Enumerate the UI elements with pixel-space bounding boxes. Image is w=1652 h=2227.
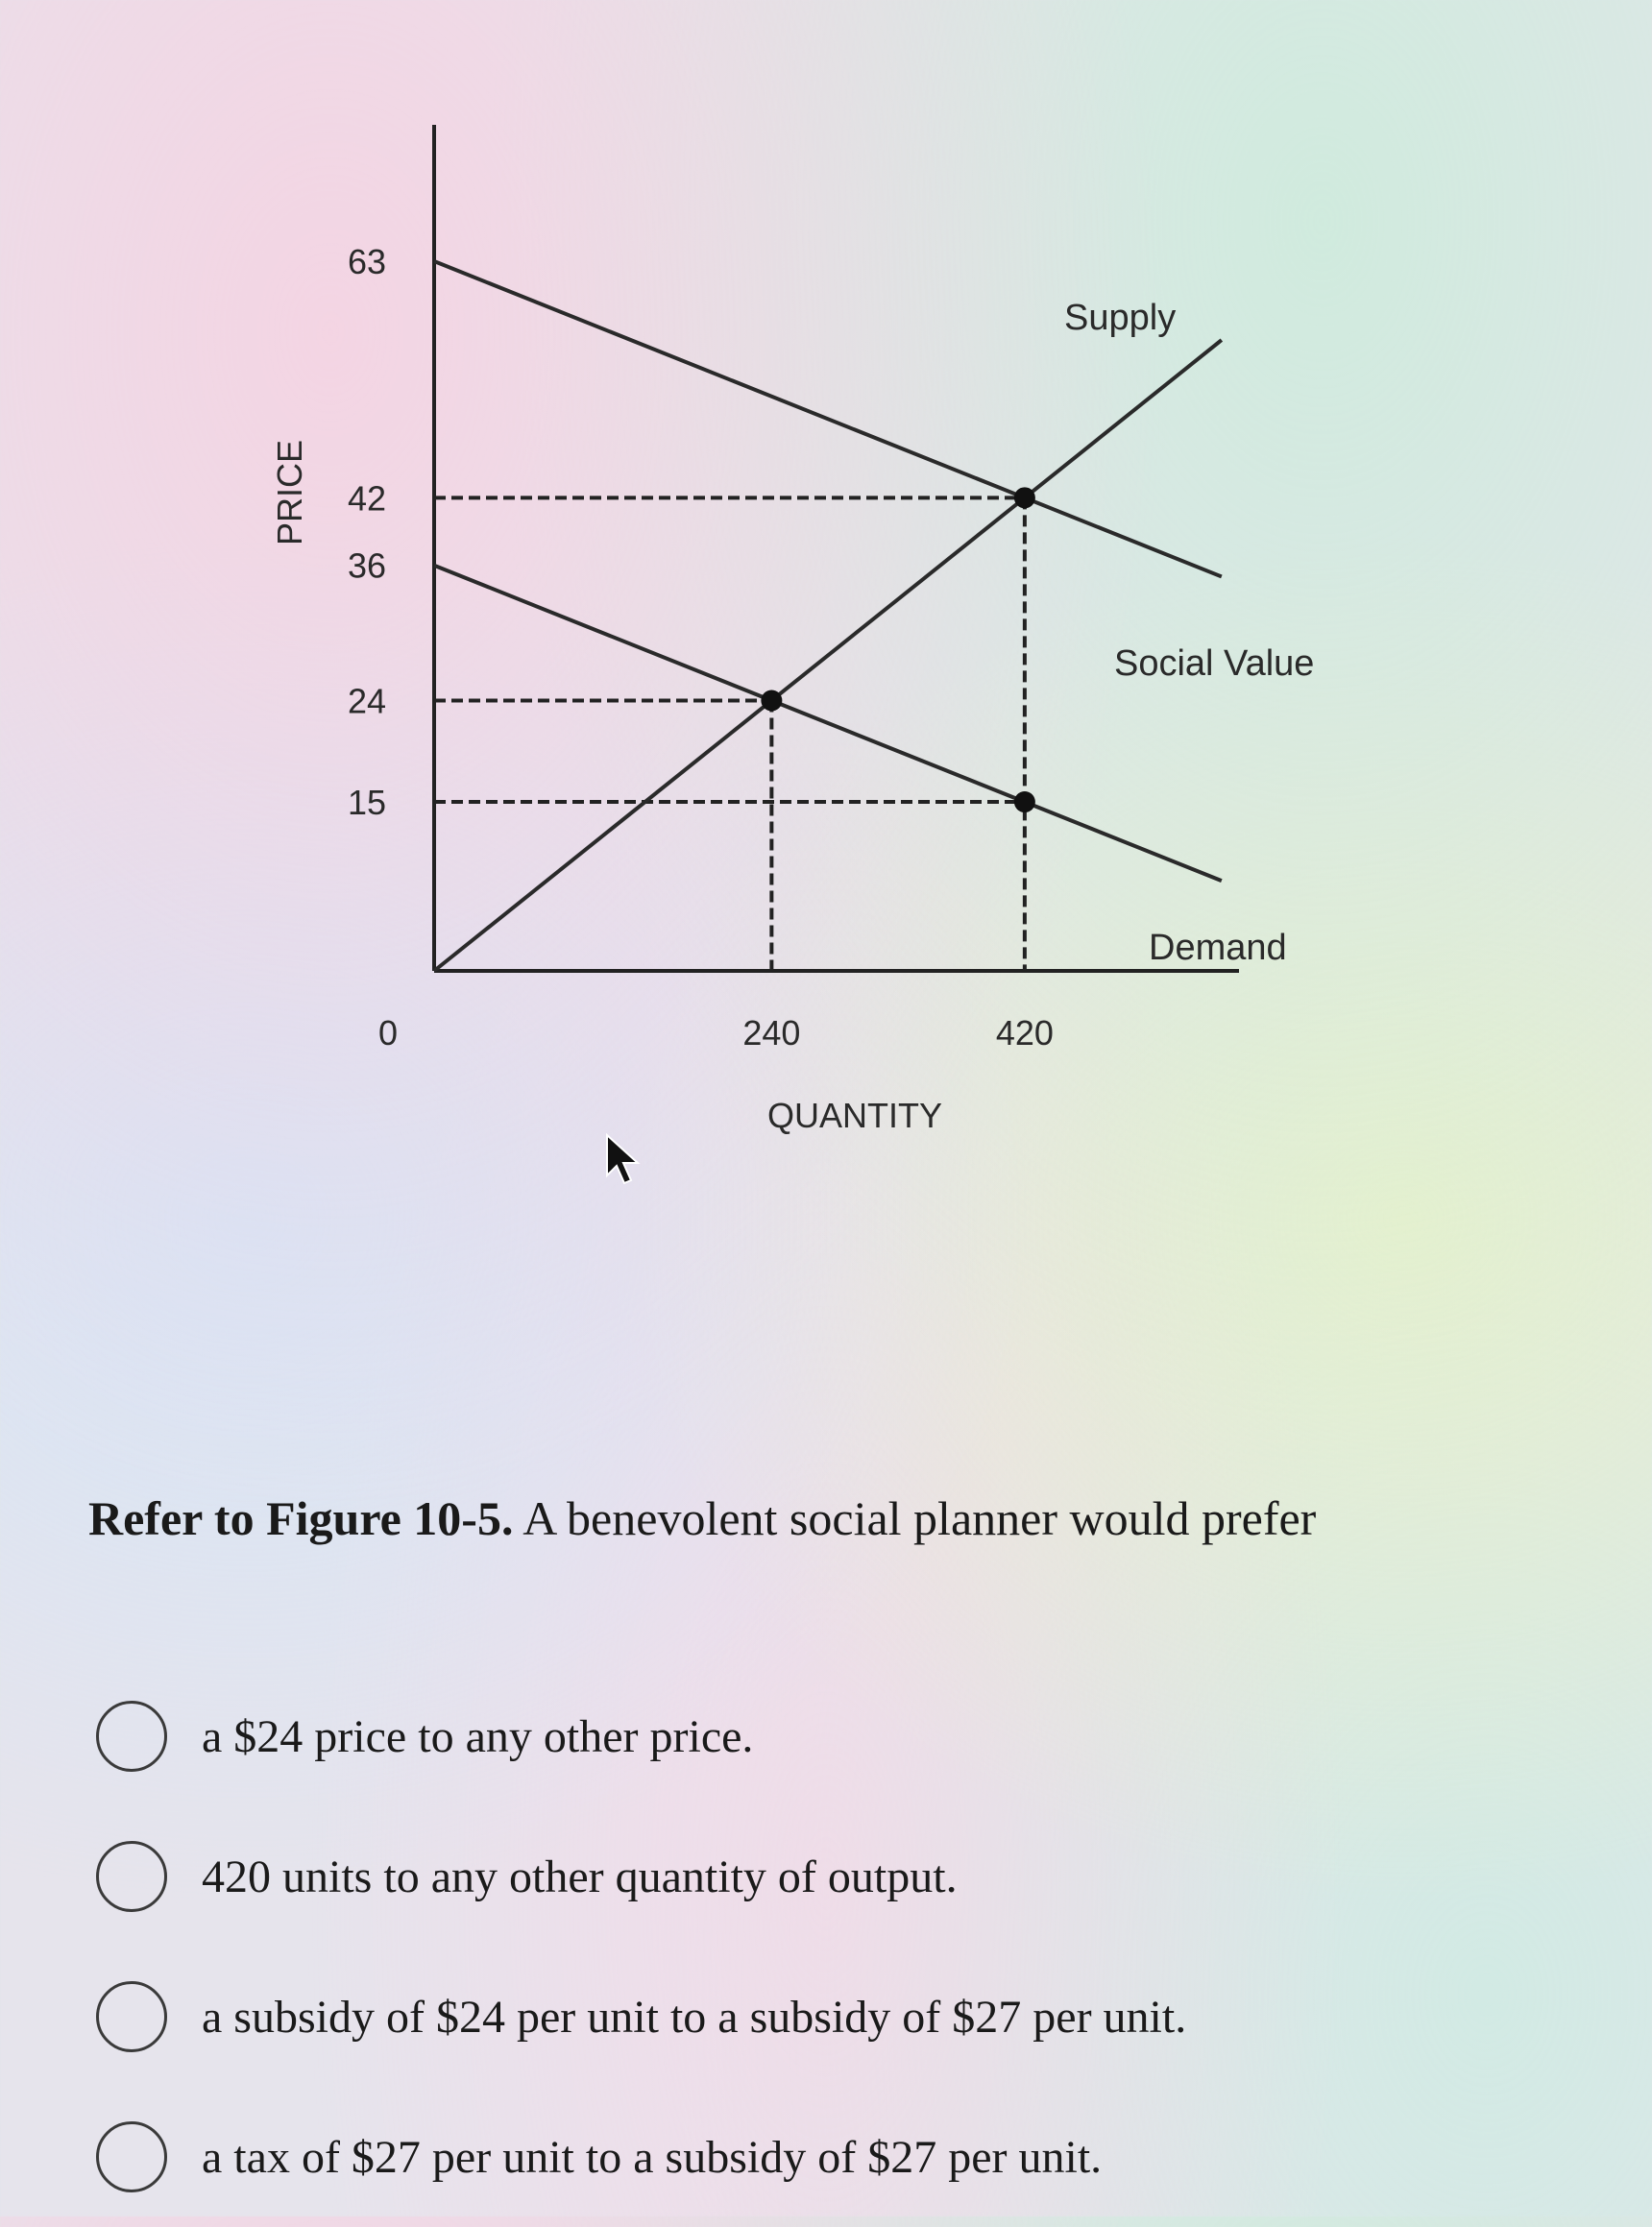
y-tick-label: 24	[347, 681, 386, 721]
supply-line	[434, 340, 1222, 971]
radio-button[interactable]	[96, 1841, 167, 1912]
answer-options	[96, 1666, 1594, 2227]
answer-option-label: a tax of $27 per unit to a subsidy of $27 per unit.	[202, 2131, 1103, 2183]
radio-button[interactable]	[96, 2121, 167, 2192]
radio-button[interactable]	[96, 1981, 167, 2052]
equilibrium-point	[1014, 487, 1035, 508]
x-tick-label: 0	[377, 1013, 399, 1053]
answer-option-label: a $24 price to any other price.	[202, 1710, 754, 1762]
demand-label: Demand	[1149, 928, 1287, 968]
equilibrium-point	[1014, 791, 1035, 812]
answer-option-2[interactable]	[96, 1806, 1594, 1947]
social-value-label: Social Value	[1114, 643, 1315, 684]
answer-option-4[interactable]	[96, 2087, 1594, 2227]
y-tick-label: 42	[347, 478, 386, 519]
y-tick-label: 15	[347, 783, 386, 823]
y-tick-label: 36	[347, 545, 386, 586]
x-tick-label: 240	[742, 1013, 801, 1053]
y-axis-title: PRICE	[270, 439, 309, 546]
mouse-cursor-icon	[603, 1133, 642, 1187]
x-tick-label: 420	[995, 1013, 1054, 1053]
radio-button[interactable]	[96, 1701, 167, 1772]
answer-option-label: 420 units to any other quantity of output.	[202, 1851, 958, 1902]
answer-option-label: a subsidy of $24 per unit to a subsidy of $27 per unit.	[202, 1991, 1187, 2043]
question-text	[88, 1487, 1587, 1550]
answer-option-3[interactable]	[96, 1947, 1594, 2087]
x-axis-title: QUANTITY	[766, 1096, 943, 1135]
question-figure-reference: Refer to Figure 10-5.	[88, 1491, 514, 1545]
supply-label: Supply	[1064, 298, 1177, 338]
equilibrium-point	[761, 690, 782, 711]
demand-line	[434, 566, 1222, 881]
y-tick-label: 63	[347, 242, 386, 282]
question-stem: A benevolent social planner would prefer	[513, 1491, 1317, 1545]
answer-option-1[interactable]	[96, 1666, 1594, 1806]
